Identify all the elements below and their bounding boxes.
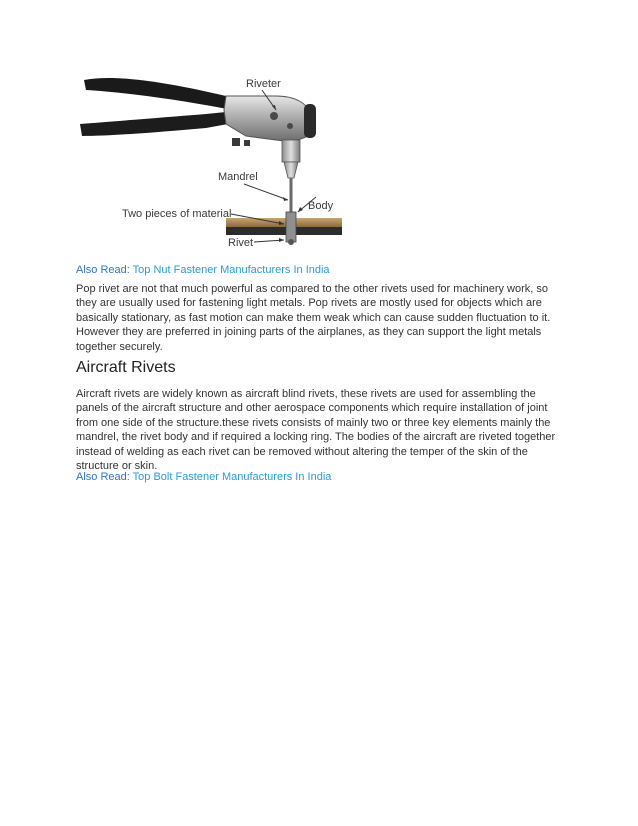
label-mandrel: Mandrel [218,171,258,183]
nut-fastener-link[interactable]: Top Nut Fastener Manufacturers In India [132,264,330,276]
pop-rivet-paragraph: Pop rivet are not that much powerful as compared to the other rivets used for machinery work, so they are usually used for fastening light metals. Pop rivets are mostly used for objects which are basically stationary, as fast motion can make them weak which can cause sudden fluctuation to it. However they are preferred in joining parts of the airplanes, as they can support the light metals together securely. [76,283,551,353]
screw [287,123,293,129]
bolt-fastener-link[interactable]: Top Bolt Fastener Manufacturers In India [132,471,332,483]
rivet-body [286,212,296,242]
tool-cap [304,104,316,138]
label-riveter: Riveter [246,78,281,90]
upper-handle [84,78,244,112]
bolt [244,140,250,146]
bolt [232,138,240,146]
material-piece-top [226,218,342,227]
also-read-nut [76,264,330,277]
label-rivet: Rivet [228,237,254,249]
material-piece-bottom [226,227,342,235]
aircraft-rivets-paragraph: Aircraft rivets are widely known as aircraft blind rivets, these rivets are used for assembling the panels of the aircraft structure and other aerospace components which require installation of joint from one side of the structure.these rivets consists of mainly two or three key elements mainly the mandrel, the rivet body and if required a locking ring. The bodies of the aircraft are riveted together instead of welding as each rivet can be removed without altering the temper of the skin of the structure or skin. [76,388,556,473]
also-read-bolt [76,471,331,484]
label-body: Body [308,200,334,212]
also-read-prefix: Also Read: [76,264,133,276]
screw [270,112,278,120]
nozzle-upper [282,140,300,162]
section-heading: Aircraft Rivets [76,359,176,376]
tool-head [224,96,310,141]
also-read-prefix: Also Read: [76,471,133,483]
lower-handle [80,112,228,136]
rivet-head [288,239,294,245]
nozzle-tip [284,162,298,178]
riveter-diagram [76,66,356,252]
riveter-illustration [76,66,356,252]
label-two-pieces: Two pieces of material [122,208,232,220]
